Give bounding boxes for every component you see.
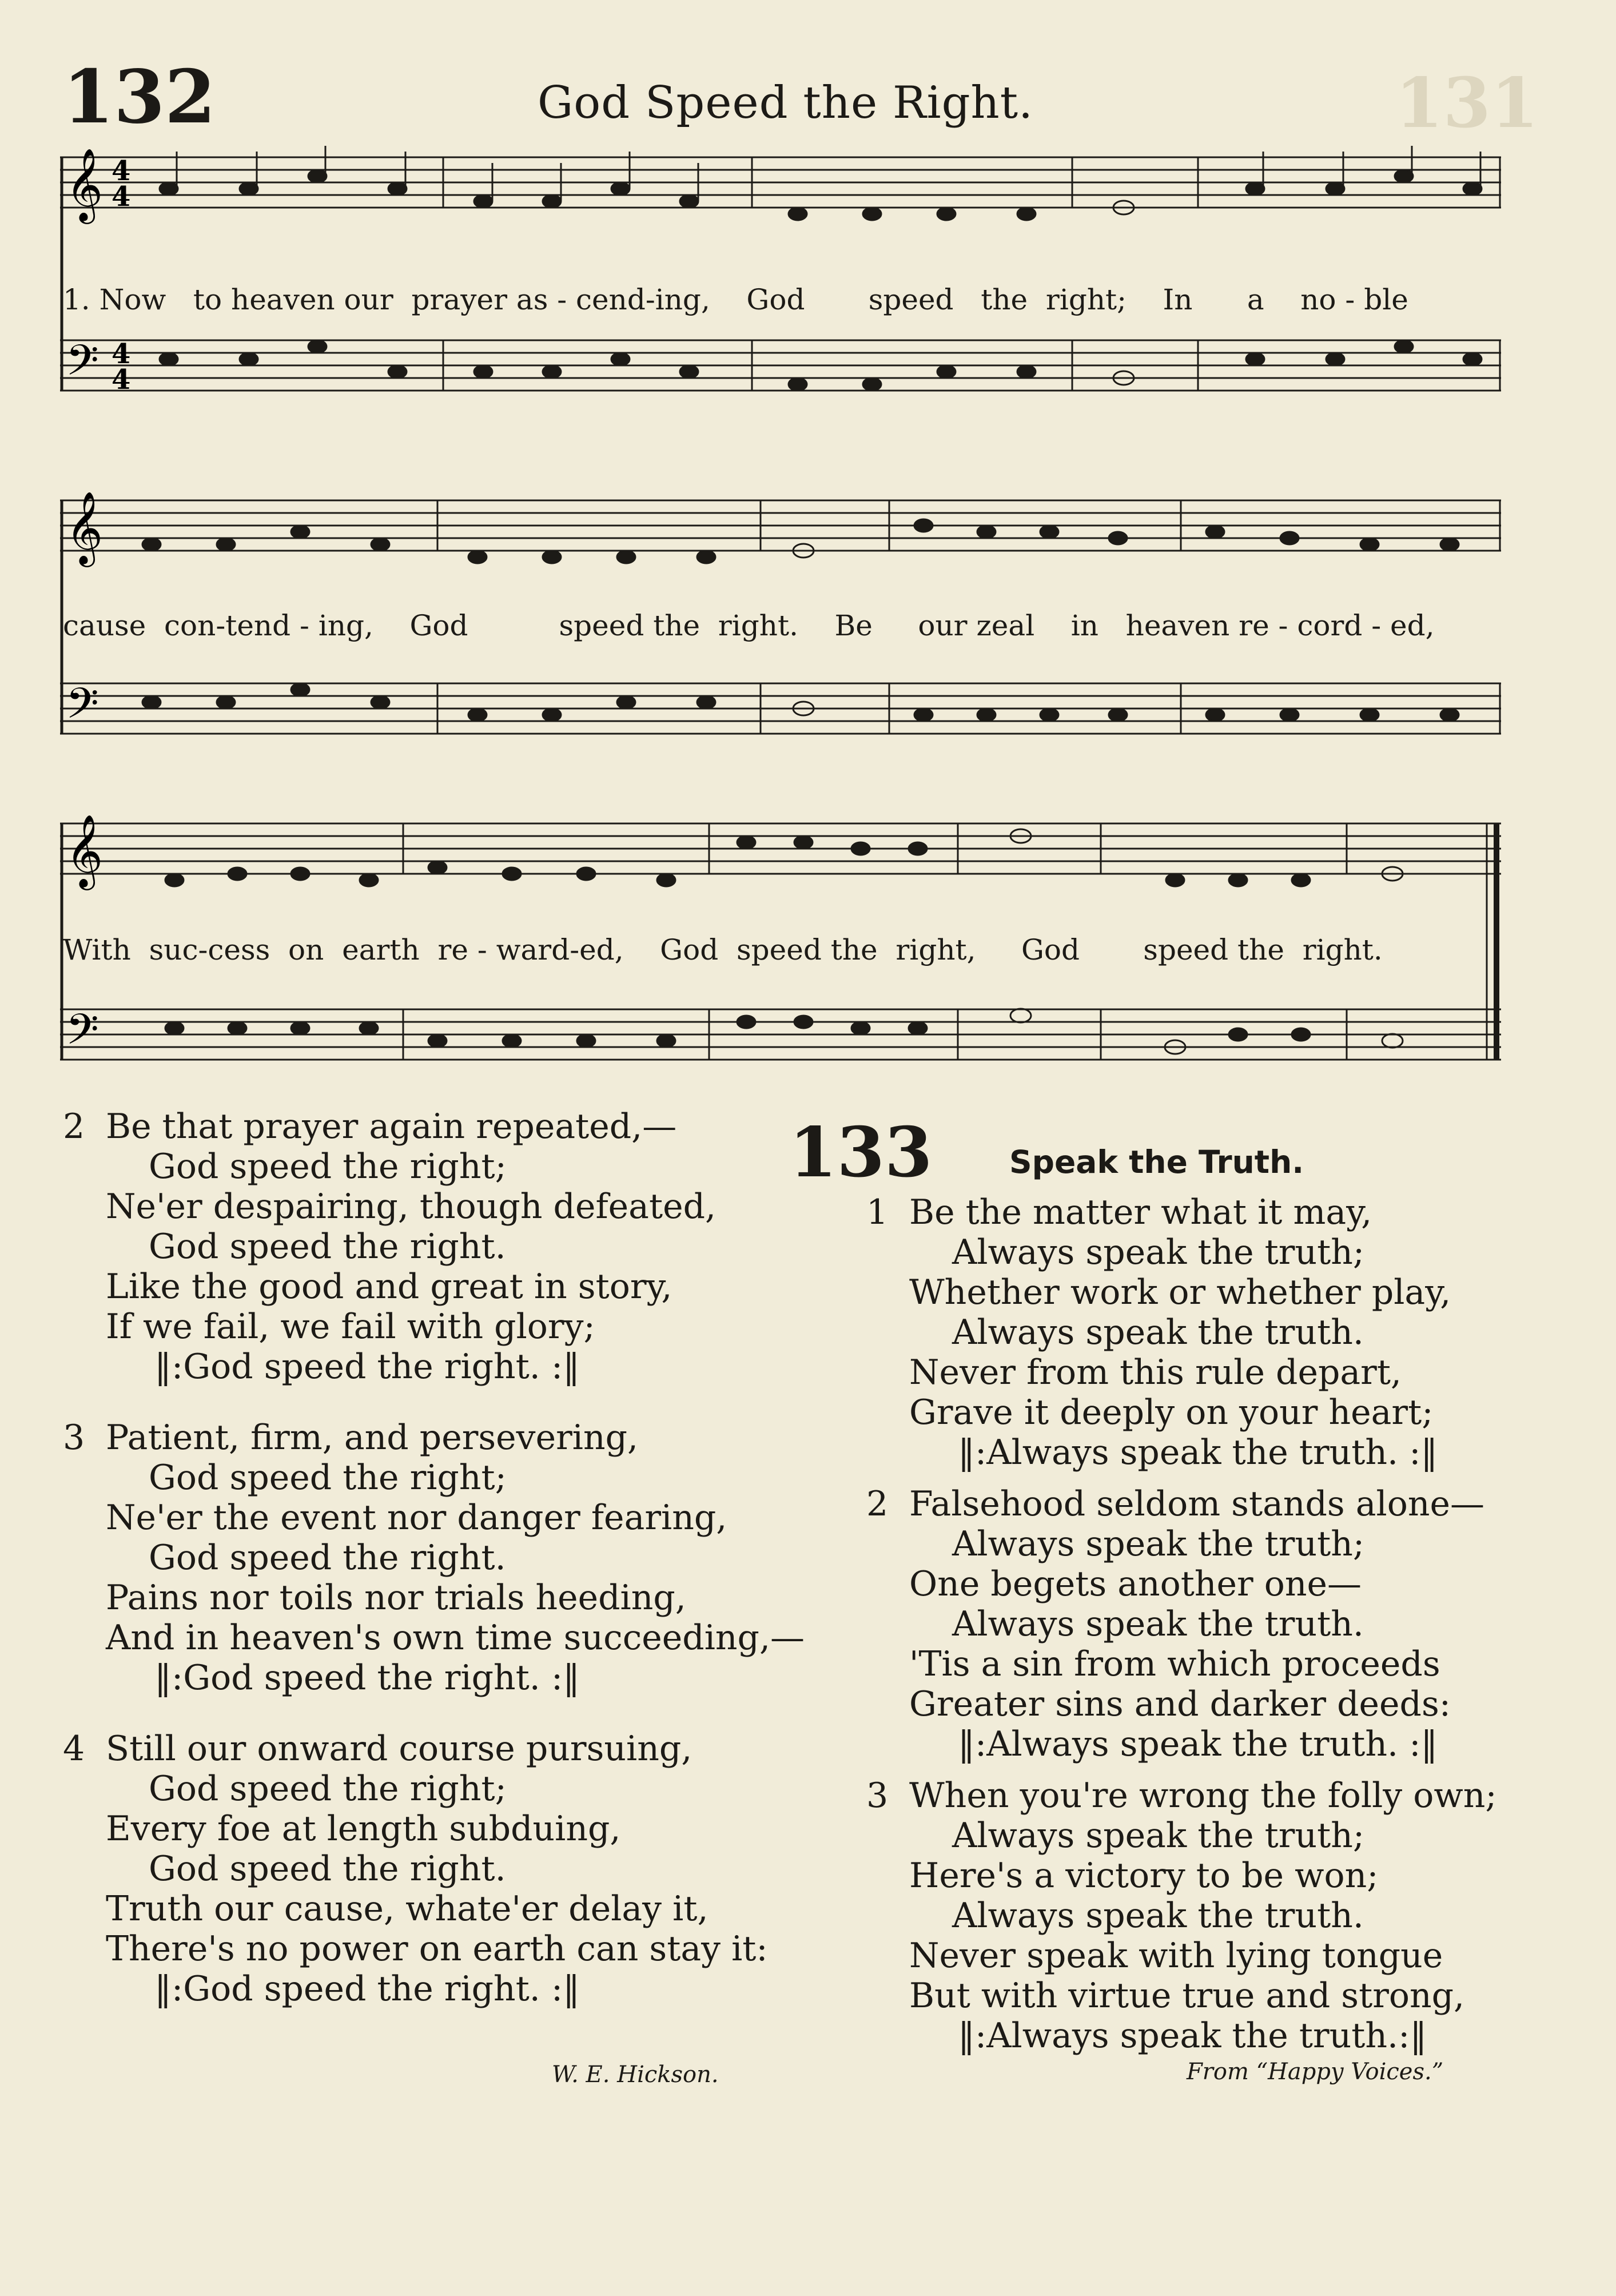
verse-line: God speed the right. — [149, 1227, 506, 1267]
verse-line: Always speak the truth; — [952, 1232, 1365, 1272]
verse-line: Be the matter what it may, — [909, 1192, 1372, 1232]
verse-line: Every foe at length subduing, — [106, 1809, 621, 1849]
verse-line: When you're wrong the folly own; — [909, 1776, 1497, 1816]
verse-line: God speed the right; — [149, 1769, 507, 1809]
verse-line: Always speak the truth. — [952, 1312, 1364, 1352]
verse-line: God speed the right. — [149, 1538, 506, 1578]
verse-line: If we fail, we fail with glory; — [106, 1307, 595, 1347]
verse-line: Patient, firm, and persevering, — [106, 1418, 639, 1458]
verse-line: Falsehood seldom stands alone— — [909, 1484, 1484, 1524]
verse-4 — [63, 1729, 801, 2009]
verse-line: Truth our cause, whate'er delay it, — [106, 1889, 709, 1929]
verse-line: Pains nor toils nor trials heeding, — [106, 1578, 686, 1618]
treble-clef-icon: 𝄞 — [66, 148, 104, 221]
hymn133-number: 133 — [789, 1112, 933, 1193]
verse-line: One begets another one— — [909, 1564, 1362, 1604]
verse-refrain: ‖:God speed the right. :‖ — [154, 1658, 580, 1698]
verse-number: 2 — [63, 1107, 85, 1147]
bleed-through-number: 131 — [1395, 63, 1539, 144]
treble-notes — [165, 829, 1403, 886]
author-credit: W. E. Hickson. — [552, 2062, 719, 2088]
source-credit: From “Happy Voices.” — [1187, 2059, 1444, 2085]
bass-clef-icon: 𝄢 — [66, 336, 99, 396]
verse-line: Ne'er the event nor danger fearing, — [106, 1498, 727, 1538]
verse-number: 3 — [866, 1776, 889, 1816]
hymn133-verses — [866, 1192, 1581, 2087]
verse-line: And in heaven's own time succeeding,— — [106, 1618, 805, 1658]
verse-refrain: ‖:Always speak the truth.:‖ — [958, 2016, 1427, 2056]
verse-number: 4 — [63, 1729, 85, 1769]
verse-line: Never from this rule depart, — [909, 1352, 1402, 1392]
bass-notes — [142, 683, 1459, 721]
verse-refrain: ‖:God speed the right. :‖ — [154, 1347, 580, 1387]
treble-clef-icon: 𝄞 — [66, 814, 104, 887]
verse-line: Grave it deeply on your heart; — [909, 1392, 1434, 1432]
verse-line: Like the good and great in story, — [106, 1267, 672, 1307]
svg-text:4: 4 — [112, 181, 131, 213]
hymn-number: 132 — [63, 54, 216, 140]
lyric-line-1: 1. Now to heaven our prayer as - cend-ing, God speed the right; In a no - ble — [63, 283, 1408, 316]
lyric-line-2: cause con-tend - ing, God speed the right. Be our zeal in heaven re - cord - ed, — [63, 609, 1435, 642]
verse-number: 3 — [63, 1418, 85, 1458]
time-signature: 4 — [112, 155, 131, 187]
verse-line: Always speak the truth. — [952, 1604, 1364, 1644]
verse-line: God speed the right. — [149, 1849, 506, 1889]
verse-refrain: ‖:Always speak the truth. :‖ — [958, 1724, 1438, 1764]
lyric-line-3: With suc-cess on earth re - ward-ed, God speed the right, God speed the right. — [63, 933, 1383, 966]
verse-2 — [63, 1107, 801, 1387]
verse-3 — [63, 1418, 805, 1698]
verse-line: Greater sins and darker deeds: — [909, 1684, 1451, 1724]
bass-clef-icon: 𝄢 — [66, 1005, 99, 1065]
verse-line: Always speak the truth; — [952, 1816, 1365, 1856]
verse-refrain: ‖:Always speak the truth. :‖ — [958, 1432, 1438, 1473]
verse-refrain: ‖:God speed the right. :‖ — [154, 1969, 580, 2009]
verse-line: Be that prayer again repeated,— — [106, 1107, 677, 1147]
verse-line: Never speak with lying tongue — [909, 1936, 1443, 1976]
verse-line: God speed the right; — [149, 1458, 507, 1498]
hymn-title: God Speed the Right. — [538, 77, 1033, 129]
verse-number: 1 — [866, 1192, 889, 1232]
verse-3 — [866, 1776, 1581, 2056]
bass-clef-icon: 𝄢 — [66, 679, 99, 739]
verse-line: But with virtue true and strong, — [909, 1976, 1465, 2016]
treble-clef-icon: 𝄞 — [66, 491, 104, 564]
hymn133-title: Speak the Truth. — [1009, 1144, 1304, 1180]
verse-line: 'Tis a sin from which proceeds — [909, 1644, 1440, 1684]
verse-number: 2 — [866, 1484, 889, 1524]
verse-line: Here's a victory to be won; — [909, 1856, 1379, 1896]
hymn132-verses — [63, 1107, 805, 2040]
svg-text:4: 4 — [112, 364, 131, 396]
verse-line: Still our onward course pursuing, — [106, 1729, 692, 1769]
verse-1 — [866, 1192, 1581, 1473]
verse-line: Always speak the truth. — [952, 1896, 1364, 1936]
verse-line: Whether work or whether play, — [909, 1272, 1451, 1312]
svg-text:4: 4 — [112, 338, 131, 370]
verse-line: Always speak the truth; — [952, 1524, 1365, 1564]
verse-line: There's no power on earth can stay it: — [106, 1929, 768, 1969]
verse-line: God speed the right; — [149, 1147, 507, 1187]
verse-2 — [866, 1484, 1581, 1764]
verse-line: Ne'er despairing, though defeated, — [106, 1187, 717, 1227]
